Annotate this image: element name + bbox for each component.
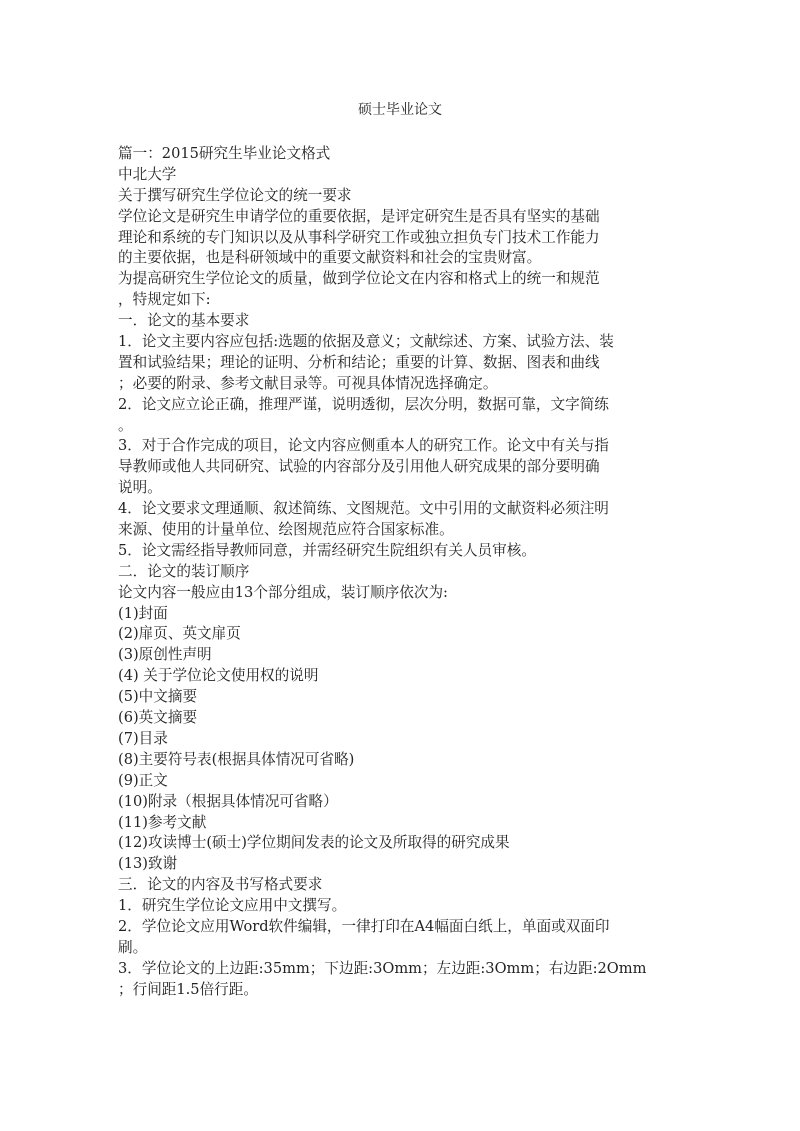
- body-text-line: ；行间距1.5倍行距。: [118, 980, 258, 998]
- body-text-line: 的主要依据，也是科研领域中的重要文献资料和社会的宝贵财富。: [118, 249, 542, 267]
- body-text-line: 2．论文应立论正确，推理严谨，说明透彻，层次分明，数据可靠，文字简练: [118, 395, 609, 413]
- body-text-line: (4) 关于学位论文使用权的说明: [118, 667, 319, 685]
- body-text-line: 一．论文的基本要求: [118, 312, 250, 330]
- body-text-line: 导教师或他人共同研究、试验的内容部分及引用他人研究成果的部分要明确: [118, 458, 600, 476]
- body-text-line: 关于撰写研究生学位论文的统一要求: [118, 186, 352, 204]
- body-text-line: (13)致谢: [118, 855, 178, 873]
- body-text-line: 论文内容一般应由13个部分组成，装订顺序依次为:: [118, 583, 448, 601]
- body-text-line: 2．学位论文应用Word软件编辑，一律打印在A4幅面白纸上，单面或双面印: [118, 917, 610, 935]
- body-text-line: 来源、使用的计量单位、绘图规范应符合国家标准。: [118, 521, 454, 539]
- body-text-line: (12)攻读博士(硕士)学位期间发表的论文及所取得的研究成果: [118, 834, 510, 852]
- body-text-line: 4．论文要求文理通顺、叙述简练、文图规范。文中引用的文献资料必须注明: [118, 500, 609, 518]
- body-text-line: 1．论文主要内容应包括:选题的依据及意义；文献综述、方案、试验方法、装: [118, 333, 614, 351]
- body-text-line: 刷。: [118, 938, 148, 956]
- body-text-line: (1)封面: [118, 604, 168, 622]
- body-text-line: (5)中文摘要: [118, 688, 198, 706]
- body-text-line: 二．论文的装订顺序: [118, 562, 250, 580]
- body-text-line: ，特规定如下:: [118, 291, 211, 309]
- document-title: 硕士毕业论文: [358, 102, 442, 118]
- body-text-line: 学位论文是研究生申请学位的重要依据，是评定研究生是否具有坚实的基础: [118, 207, 600, 225]
- body-text-line: (9)正文: [118, 771, 168, 789]
- body-text-line: 。: [118, 416, 133, 434]
- body-text-line: 为提高研究生学位论文的质量，做到学位论文在内容和格式上的统一和规范: [118, 270, 600, 288]
- body-text-line: 置和试验结果；理论的证明、分析和结论；重要的计算、数据、图表和曲线: [118, 353, 600, 371]
- body-text-line: 1．研究生学位论文应用中文撰写。: [118, 897, 347, 915]
- body-text-line: 篇一：2015研究生毕业论文格式: [118, 145, 331, 162]
- body-text-line: 理论和系统的专门知识以及从事科学研究工作或独立担负专门技术工作能力: [118, 228, 600, 246]
- body-text-line: (6)英文摘要: [118, 709, 198, 727]
- body-text-line: (2)扉页、英文扉页: [118, 625, 241, 643]
- body-text-line: 5．论文需经指导教师同意，并需经研究生院组织有关人员审核。: [118, 541, 536, 559]
- body-text-line: 3．对于合作完成的项目，论文内容应侧重本人的研究工作。论文中有关与指: [118, 437, 609, 455]
- body-text-line: 三．论文的内容及书写格式要求: [118, 876, 323, 894]
- body-text-line: 3．学位论文的上边距:35mm；下边距:3Omm；左边距:3Omm；右边距:2Omm: [118, 959, 647, 977]
- body-text-line: (7)目录: [118, 729, 168, 747]
- body-text-line: (11)参考文献: [118, 813, 207, 831]
- body-text-line: ；必要的附录、参考文献目录等。可视具体情况选择确定。: [118, 374, 498, 392]
- body-text-line: 中北大学: [118, 165, 177, 183]
- body-text-line: (10)附录（根据具体情况可省略）: [118, 792, 338, 810]
- body-text-line: (3)原创性声明: [118, 646, 212, 664]
- body-text-line: 说明。: [118, 479, 162, 497]
- body-text-line: (8)主要符号表(根据具体情况可省略): [118, 750, 355, 768]
- document-body: [118, 144, 684, 1001]
